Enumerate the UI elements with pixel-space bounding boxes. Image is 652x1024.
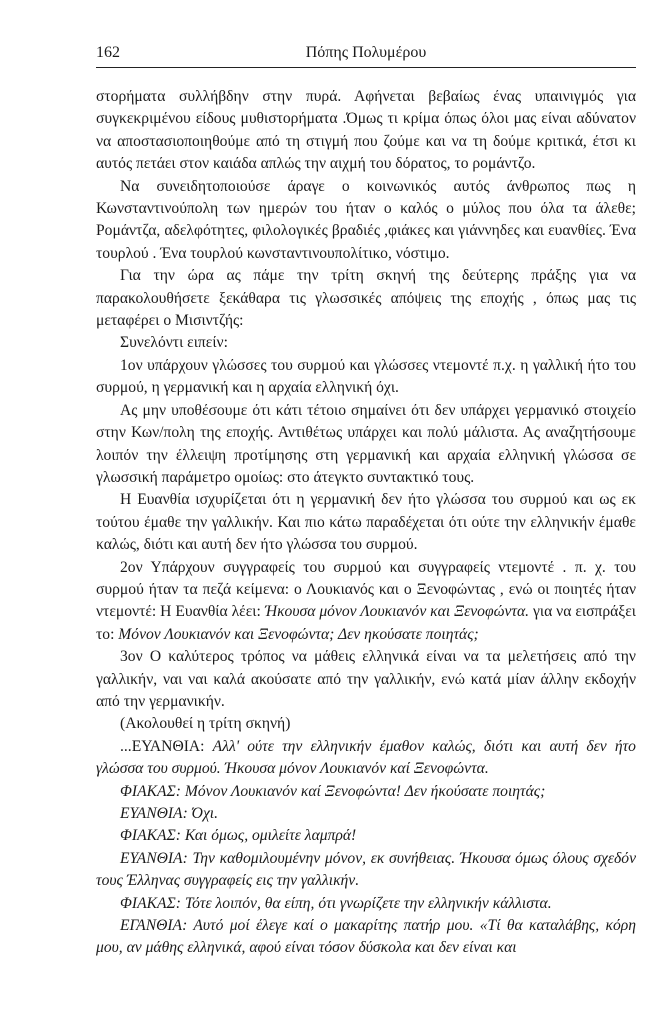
paragraph-p14 [96,825,636,847]
paragraph-p10 [96,713,636,735]
text-segment: Για την ώρα ας πάμε την τρίτη σκηνή της δεύτερης πράξης για να παρακολουθήσετε ξεκάθαρα τις γλωσσικές απόψεις της εποχής , όπως μας τις μεταφέρει ο Μισιντζής: [96,267,636,330]
paragraph-p7 [96,489,636,556]
paragraph-p8 [96,557,636,647]
text-segment: ΕΥΑΝΘΙΑ: Την καθομιλουμένην μόνον, εκ συνήθειας. Ήκουσα όμως όλους σχεδόν τους Έλληνας συγγραφείς εις την γαλλικήν. [96,849,636,890]
text-segment: 3ον Ο καλύτερος τρόπος να μάθεις ελληνικά είναι να τα μελετήσεις από την γαλλικήν, ναι ναι καλά ακούσατε από την γαλλικήν, ενώ κατά μίαν άλλην εκδοχήν από την γερμανικήν. [96,648,636,710]
running-title: Πόπης Πολυμέρου [305,44,427,61]
text-segment: ΦΙΑΚΑΣ: Τότε λοιπόν, θα είπη, ότι γνωρίζετε την ελληνικήν κάλλιστα. [120,894,552,912]
text-segment: ΦΙΑΚΑΣ: Μόνον Λουκιανόν καί Ξενοφώντα! Δεν ήκούσατε ποιητάς; [120,782,546,800]
text-segment: 1ον υπάρχουν γλώσσες του συρμού και γλώσσες ντεμοντέ π.χ. η γαλλική ήτο του συρμού, η γερμανική και η αρχαία ελληνική όχι. [96,356,636,397]
paragraph-p3 [96,265,636,332]
text-segment: ΕΓΑΝΘΙΑ: Αυτό μοί έλεγε καί ο μακαρίτης πατήρ μου. «Τί θα καταλάβης, κόρη μου, αν μάθης ελληνικά, αφού είναι τόσον δύσκολα και δεν είναι και [96,917,636,957]
text-segment: για να εισπράξει το: [96,603,636,643]
paragraph-p16 [96,893,636,915]
text-segment: ΦΙΑΚΑΣ: Και όμως, ομιλείτε λαμπρά! [120,827,357,845]
paragraph-p12 [96,781,636,803]
paragraph-p2 [96,176,636,266]
paragraph-p13 [96,803,636,825]
text-segment: Συνελόντι ειπείν: [120,334,228,352]
header-rule [96,67,636,68]
paragraph-p9 [96,646,636,713]
text-segment: στορήματα συλλήβδην στην πυρά. Αφήνεται βεβαίως ένας υπαινιγμός για συγκεκριμένου είδους μυθιστορήματα .Όμως τι κρίμα όπως όλοι μας είναι αδύνατον να αποστασιοποιηθούμε από τη στιγμή που ζούμε και να τη δούμε κριτικά, έτσι κι αυτός πετάει στον καιάδα απλώς την αιχμή του δόρατος, το ρομάντζο. [96,88,636,173]
paragraph-p6 [96,400,636,490]
text-segment: Ας μην υποθέσουμε ότι κάτι τέτοιο σημαίνει ότι δεν υπάρχει γερμανικό στοιχείο στην Κων/πολη της εποχής. Αντιθέτως υπάρχει και πολύ μάλιστα. Ας αναζητήσουμε λοιπόν την έλλειψη προτίμησης στη γερμανική και αρχαία ελληνική γλώσσα σε γλωσσική παράμετρο ομοίως: στο άτεγκτο συντακτικό τους. [96,401,636,486]
text-segment: Ήκουσα μόνον Λουκιανόν και Ξενοφώντα. [264,603,530,621]
text-segment: 2ον Υπάρχουν συγγραφείς του συρμού και συγγραφείς ντεμοντέ . π. χ. του συρμού ήταν τα πεζά κείμενα: ο Λουκιανός και ο Ξενοφώντας , ενώ οι ποιητές ήταν ντεμοντέ: Η Ευανθία λέει: [96,558,636,621]
paragraph-p11 [96,736,636,781]
text-segment: Αλλ' ούτε την ελληνικήν έμαθον καλώς, διότι και αυτή δεν ήτο γλώσσα του συρμού. Ήκουσα μόνον Λουκιανόν καί Ξενοφώντα. [96,737,636,778]
body-text [96,86,636,960]
text-segment: ...ΕΥΑΝΘΙΑ: [120,737,213,755]
text-segment: (Ακολουθεί η τρίτη σκηνή) [120,715,291,733]
paragraph-p17 [96,915,636,960]
paragraph-p15 [96,848,636,893]
text-segment: Η Ευανθία ισχυρίζεται ότι η γερμανική δεν ήτο γλώσσα του συρμού και ως εκ τούτου έμαθε την γαλλικήν. Και πιο κάτω παραδέχεται ότι ούτε την ελληνικήν έμαθε καλώς, διότι και αυτή δεν ήτο γλώσσα του συρμού. [96,491,636,554]
text-segment: Μόνον Λουκιανόν και Ξενοφώντα; Δεν ηκούσατε ποιητάς; [118,625,479,643]
paragraph-p5 [96,355,636,400]
paragraph-p4 [96,332,636,354]
paragraph-p1 [96,86,636,176]
text-segment: Να συνειδητοποιούσε άραγε ο κοινωνικός αυτός άνθρωπος πως η Κωνσταντινούπολη των ημερών του ήταν ο καλός ο μύλος που όλα τα άλεθε; Ρομάντζα, αδελφότητες, φιλολογικές βραδιές ,φιάκες και γιάννηδες και ευανθίες. Ένα τουρλού . Ένα τουρλού κωνσταντινουπολίτικο, νόστιμο. [96,177,636,262]
text-segment: ΕΥΑΝΘΙΑ: Όχι. [120,805,219,822]
page-header [96,44,636,66]
page-number: 162 [96,44,120,61]
